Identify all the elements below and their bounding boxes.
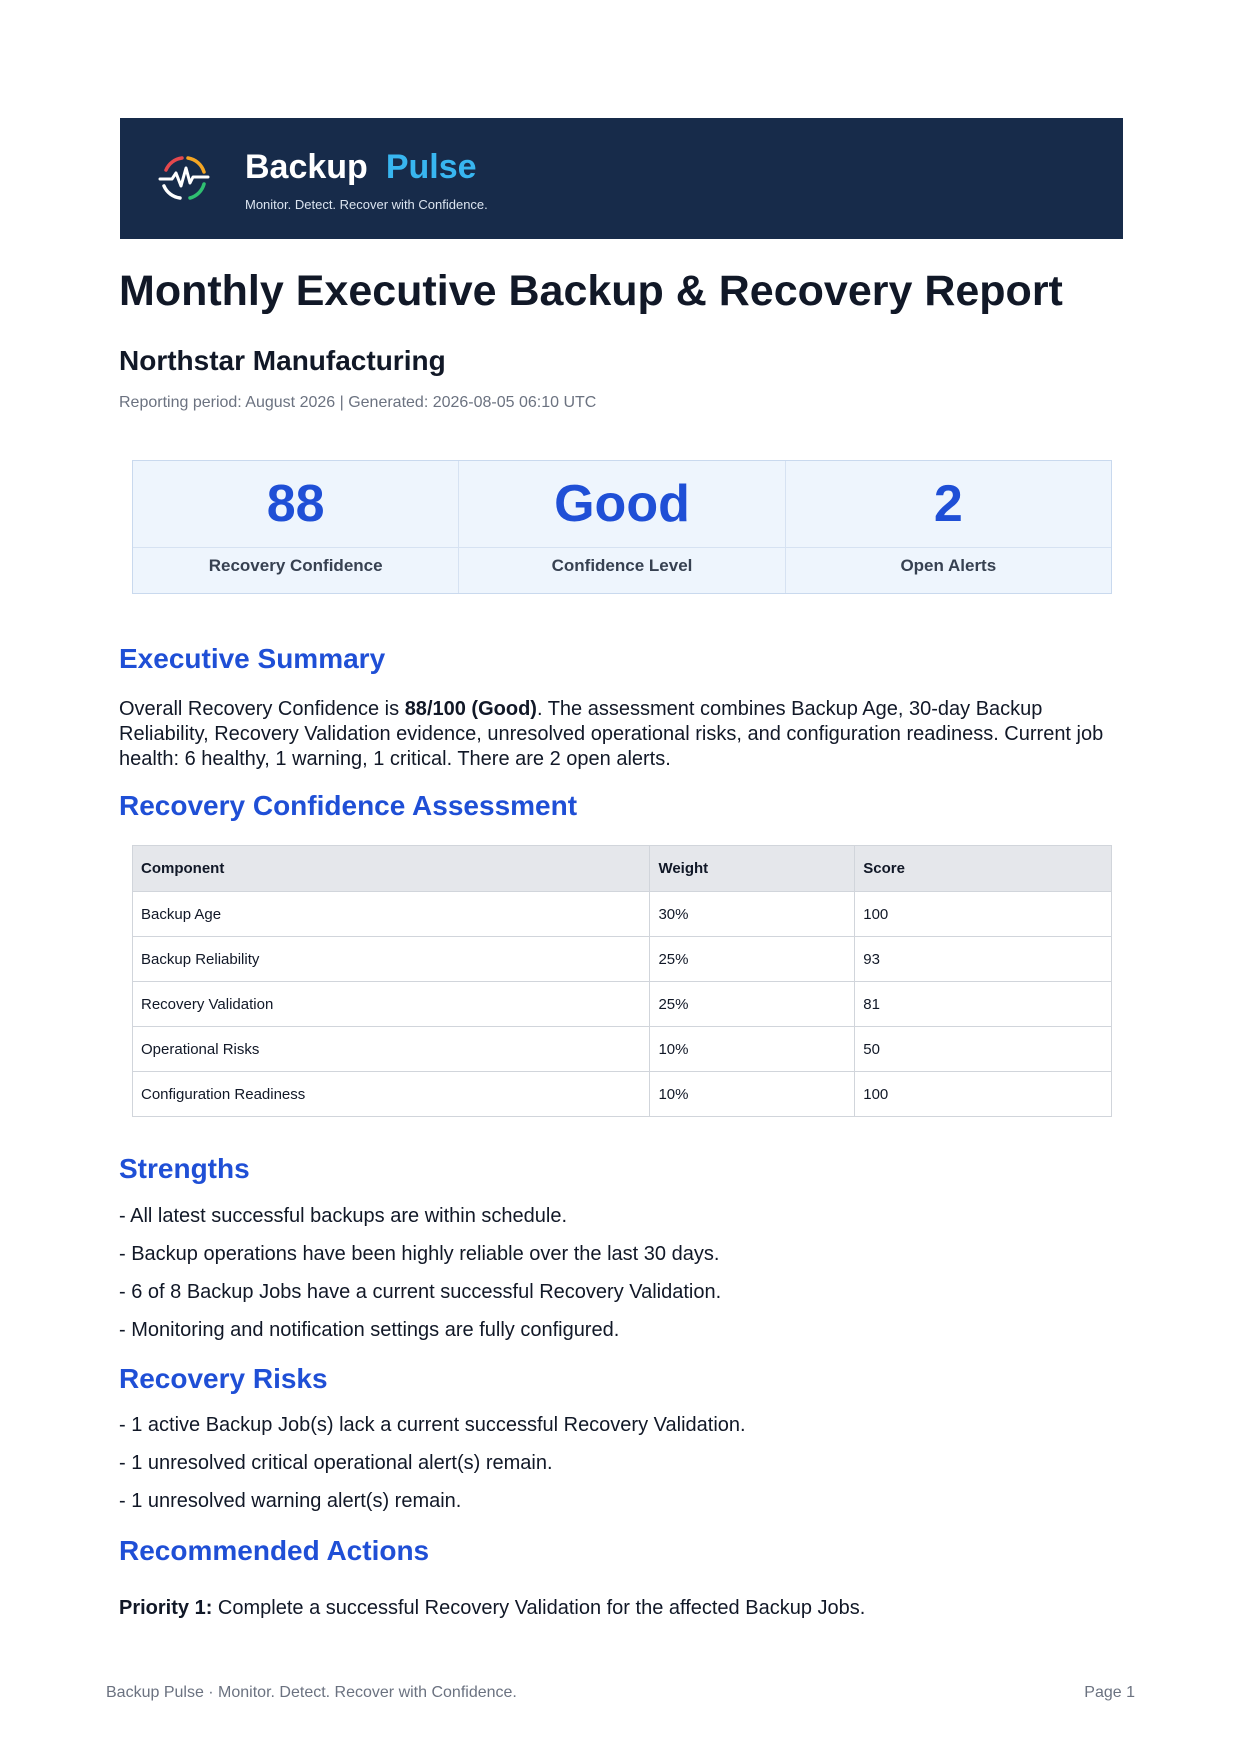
page-number: Page 1	[1084, 1684, 1135, 1701]
kpi-summary	[132, 460, 1112, 594]
table-cell: Backup Age	[133, 892, 650, 937]
column-header: Score	[855, 846, 1112, 892]
table-cell: Backup Reliability	[133, 937, 650, 982]
kpi-value: 2	[786, 461, 1111, 548]
summary-text-before: Overall Recovery Confidence is	[119, 698, 405, 720]
summary-text-after: . The assessment combines Backup Age, 30-day Backup Reliability, Recovery Validation evidence, unresolved operational risks, and configuration readiness. Current job health: 6 healthy, 1 warning, 1 critical. There are 2 open alerts.	[119, 698, 1104, 770]
table-cell: 50	[855, 1027, 1112, 1072]
assessment-table	[132, 845, 1112, 1117]
table-row	[133, 937, 1112, 982]
summary-score: 88	[404, 698, 427, 720]
kpi-open-alerts	[786, 461, 1111, 593]
assessment-heading: Recovery Confidence Assessment	[119, 790, 578, 821]
strengths-list	[119, 1204, 721, 1356]
kpi-label: Open Alerts	[900, 556, 997, 575]
kpi-label: Recovery Confidence	[208, 556, 383, 575]
brand-part2: Pulse	[385, 148, 477, 186]
table-cell: Configuration Readiness	[133, 1072, 650, 1117]
list-item: - 1 unresolved critical operational alert(s) remain.	[119, 1452, 553, 1474]
list-item: - 6 of 8 Backup Jobs have a current successful Recovery Validation.	[119, 1281, 722, 1303]
priority-label: Priority 1:	[119, 1597, 213, 1619]
priority-action	[119, 1597, 865, 1620]
column-header: Component	[133, 846, 650, 892]
strengths-heading: Strengths	[119, 1153, 250, 1184]
kpi-confidence-level	[459, 461, 785, 593]
table-cell: 25%	[650, 982, 855, 1027]
table-cell: 81	[855, 982, 1112, 1027]
table-cell: 10%	[650, 1072, 855, 1117]
table-cell: Recovery Validation	[133, 982, 650, 1027]
pulse-ring-icon	[152, 146, 216, 210]
summary-slash: /	[426, 698, 433, 720]
kpi-recovery-confidence	[133, 461, 459, 593]
executive-summary-heading: Executive Summary	[119, 643, 386, 674]
brand-name	[245, 148, 477, 187]
kpi-value: 88	[133, 461, 458, 548]
brand-part1: Backup	[245, 148, 368, 186]
report-title: Monthly Executive Backup & Recovery Report	[119, 267, 1063, 315]
list-item: - 1 active Backup Job(s) lack a current successful Recovery Validation.	[119, 1414, 746, 1436]
table-row	[133, 982, 1112, 1027]
table-header-row	[133, 846, 1112, 892]
table-row	[133, 1072, 1112, 1117]
table-cell: 100	[855, 892, 1112, 937]
summary-max: 100 (Good)	[432, 698, 537, 720]
kpi-label: Confidence Level	[551, 556, 693, 575]
list-item: - 1 unresolved warning alert(s) remain.	[119, 1490, 462, 1512]
kpi-value: Good	[459, 461, 784, 548]
table-cell: 25%	[650, 937, 855, 982]
risks-list	[119, 1413, 746, 1527]
brand-tagline: Monitor. Detect. Recover with Confidence.	[245, 197, 488, 212]
reporting-period: Reporting period: August 2026 | Generated: 2026-08-05 06:10 UTC	[119, 394, 597, 411]
actions-heading: Recommended Actions	[119, 1535, 430, 1566]
risks-heading: Recovery Risks	[119, 1363, 328, 1394]
priority-text: Complete a successful Recovery Validation for the affected Backup Jobs.	[212, 1597, 866, 1619]
list-item: - Monitoring and notification settings are fully configured.	[119, 1319, 620, 1341]
list-item: - All latest successful backups are within schedule.	[119, 1205, 567, 1227]
table-cell: 93	[855, 937, 1112, 982]
table-cell: 10%	[650, 1027, 855, 1072]
column-header: Weight	[650, 846, 855, 892]
company-name: Northstar Manufacturing	[119, 345, 446, 376]
table-row	[133, 892, 1112, 937]
table-cell: Operational Risks	[133, 1027, 650, 1072]
table-cell: 100	[855, 1072, 1112, 1117]
executive-summary-text	[119, 697, 1119, 772]
header-banner	[120, 118, 1123, 239]
list-item: - Backup operations have been highly reliable over the last 30 days.	[119, 1243, 720, 1265]
table-row	[133, 1027, 1112, 1072]
table-cell: 30%	[650, 892, 855, 937]
footer-text: Backup Pulse · Monitor. Detect. Recover with Confidence.	[106, 1684, 517, 1701]
